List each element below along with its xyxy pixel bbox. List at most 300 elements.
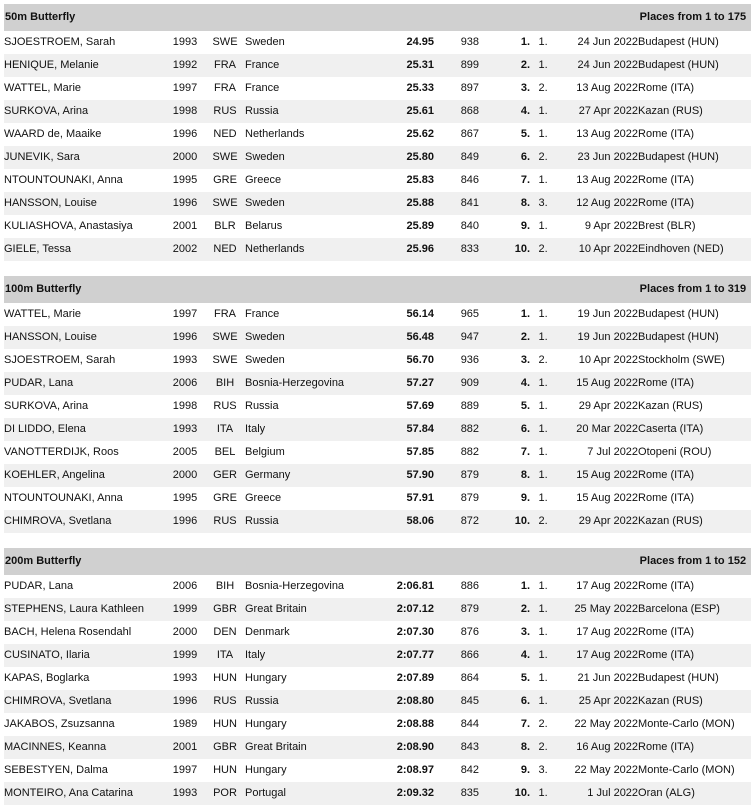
fina-points: 965: [434, 303, 479, 326]
fina-points: 872: [434, 510, 479, 533]
round-place: 2.: [530, 736, 556, 759]
athlete-name[interactable]: PUDAR, Lana: [4, 575, 165, 598]
round-place: 1.: [530, 487, 556, 510]
nation-code: GRE: [205, 169, 245, 192]
birth-year: 1996: [165, 690, 205, 713]
fina-points: 879: [434, 464, 479, 487]
meet-city[interactable]: Rome (ITA): [638, 487, 751, 510]
round-place: 1.: [530, 575, 556, 598]
birth-year: 2006: [165, 575, 205, 598]
country-name: Great Britain: [245, 598, 367, 621]
athlete-name[interactable]: SURKOVA, Arina: [4, 100, 165, 123]
athlete-name[interactable]: VANOTTERDIJK, Roos: [4, 441, 165, 464]
country-name: Netherlands: [245, 123, 367, 146]
birth-year: 1993: [165, 31, 205, 54]
fina-points: 876: [434, 621, 479, 644]
fina-points: 899: [434, 54, 479, 77]
fina-points: 938: [434, 31, 479, 54]
athlete-name[interactable]: JAKABOS, Zsuzsanna: [4, 713, 165, 736]
swim-date: 1 Jul 2022: [556, 782, 638, 805]
fina-points: 879: [434, 487, 479, 510]
athlete-name[interactable]: SEBESTYEN, Dalma: [4, 759, 165, 782]
rank-place: 1.: [479, 31, 530, 54]
swim-time: 2:08.90: [367, 736, 434, 759]
birth-year: 1995: [165, 169, 205, 192]
swim-time: 24.95: [367, 31, 434, 54]
event-header: [4, 276, 751, 303]
swim-time: 57.84: [367, 418, 434, 441]
swim-time: 2:08.88: [367, 713, 434, 736]
swim-date: 12 Aug 2022: [556, 192, 638, 215]
fina-points: 833: [434, 238, 479, 261]
round-place: 1.: [530, 372, 556, 395]
birth-year: 1996: [165, 510, 205, 533]
country-name: Russia: [245, 100, 367, 123]
ranking-row: [4, 464, 751, 487]
meet-city[interactable]: Budapest (HUN): [638, 303, 751, 326]
swim-date: 16 Aug 2022: [556, 736, 638, 759]
athlete-name[interactable]: CHIMROVA, Svetlana: [4, 510, 165, 533]
swim-time: 25.88: [367, 192, 434, 215]
swim-time: 57.85: [367, 441, 434, 464]
country-name: Greece: [245, 169, 367, 192]
rank-place: 10.: [479, 782, 530, 805]
country-name: Russia: [245, 690, 367, 713]
nation-code: GBR: [205, 598, 245, 621]
swim-date: 17 Aug 2022: [556, 644, 638, 667]
ranking-row: [4, 326, 751, 349]
meet-city[interactable]: Rome (ITA): [638, 192, 751, 215]
event-title: 100m Butterfly: [4, 276, 367, 303]
athlete-name[interactable]: WATTEL, Marie: [4, 77, 165, 100]
athlete-name[interactable]: CHIMROVA, Svetlana: [4, 690, 165, 713]
meet-city[interactable]: Caserta (ITA): [638, 418, 751, 441]
country-name: Sweden: [245, 349, 367, 372]
athlete-name[interactable]: GIELE, Tessa: [4, 238, 165, 261]
swim-time: 56.48: [367, 326, 434, 349]
country-name: Italy: [245, 644, 367, 667]
swim-time: 58.06: [367, 510, 434, 533]
ranking-row: [4, 77, 751, 100]
meet-city[interactable]: Rome (ITA): [638, 464, 751, 487]
rank-place: 3.: [479, 621, 530, 644]
athlete-name[interactable]: STEPHENS, Laura Kathleen: [4, 598, 165, 621]
country-name: Hungary: [245, 713, 367, 736]
swim-date: 13 Aug 2022: [556, 77, 638, 100]
round-place: 2.: [530, 238, 556, 261]
nation-code: RUS: [205, 100, 245, 123]
round-place: 2.: [530, 510, 556, 533]
spacer-cell: [4, 261, 751, 276]
rankings-table: [4, 4, 751, 805]
country-name: Bosnia-Herzegovina: [245, 372, 367, 395]
swim-time: 2:07.30: [367, 621, 434, 644]
round-place: 1.: [530, 123, 556, 146]
athlete-name[interactable]: CUSINATO, Ilaria: [4, 644, 165, 667]
swim-date: 22 May 2022: [556, 759, 638, 782]
nation-code: BIH: [205, 372, 245, 395]
nation-code: GER: [205, 464, 245, 487]
ranking-row: [4, 215, 751, 238]
round-place: 1.: [530, 464, 556, 487]
ranking-row: [4, 238, 751, 261]
nation-code: RUS: [205, 510, 245, 533]
swim-time: 25.33: [367, 77, 434, 100]
round-place: 1.: [530, 31, 556, 54]
meet-city[interactable]: Budapest (HUN): [638, 31, 751, 54]
round-place: 2.: [530, 349, 556, 372]
country-name: France: [245, 54, 367, 77]
rank-place: 7.: [479, 441, 530, 464]
athlete-name[interactable]: PUDAR, Lana: [4, 372, 165, 395]
fina-points: 845: [434, 690, 479, 713]
swim-date: 15 Aug 2022: [556, 487, 638, 510]
meet-city[interactable]: Rome (ITA): [638, 372, 751, 395]
fina-points: 835: [434, 782, 479, 805]
ranking-row: [4, 100, 751, 123]
swim-date: 17 Aug 2022: [556, 575, 638, 598]
swim-date: 29 Apr 2022: [556, 395, 638, 418]
nation-code: HUN: [205, 713, 245, 736]
swim-date: 22 May 2022: [556, 713, 638, 736]
rank-place: 7.: [479, 169, 530, 192]
swim-date: 13 Aug 2022: [556, 169, 638, 192]
nation-code: DEN: [205, 621, 245, 644]
birth-year: 1993: [165, 667, 205, 690]
athlete-name[interactable]: WAARD de, Maaike: [4, 123, 165, 146]
athlete-name[interactable]: HENIQUE, Melanie: [4, 54, 165, 77]
meet-city[interactable]: Kazan (RUS): [638, 100, 751, 123]
swim-date: 10 Apr 2022: [556, 238, 638, 261]
round-place: 1.: [530, 782, 556, 805]
birth-year: 1993: [165, 349, 205, 372]
meet-city[interactable]: Otopeni (ROU): [638, 441, 751, 464]
country-name: Bosnia-Herzegovina: [245, 575, 367, 598]
birth-year: 2001: [165, 736, 205, 759]
nation-code: FRA: [205, 303, 245, 326]
swim-time: 57.27: [367, 372, 434, 395]
places-range[interactable]: Places from 1 to 175: [367, 4, 751, 31]
swim-time: 25.89: [367, 215, 434, 238]
rank-place: 6.: [479, 146, 530, 169]
ranking-row: [4, 123, 751, 146]
rank-place: 9.: [479, 215, 530, 238]
nation-code: BIH: [205, 575, 245, 598]
meet-city[interactable]: Stockholm (SWE): [638, 349, 751, 372]
meet-city[interactable]: Rome (ITA): [638, 736, 751, 759]
swim-time: 2:09.32: [367, 782, 434, 805]
fina-points: 897: [434, 77, 479, 100]
nation-code: RUS: [205, 690, 245, 713]
meet-city[interactable]: Rome (ITA): [638, 644, 751, 667]
athlete-name[interactable]: NTOUNTOUNAKI, Anna: [4, 169, 165, 192]
birth-year: 1993: [165, 418, 205, 441]
meet-city[interactable]: Budapest (HUN): [638, 54, 751, 77]
country-name: Germany: [245, 464, 367, 487]
rank-place: 8.: [479, 464, 530, 487]
swim-time: 56.14: [367, 303, 434, 326]
ranking-row: [4, 510, 751, 533]
swim-date: 13 Aug 2022: [556, 123, 638, 146]
swim-date: 24 Jun 2022: [556, 54, 638, 77]
fina-points: 840: [434, 215, 479, 238]
country-name: France: [245, 77, 367, 100]
ranking-row: [4, 146, 751, 169]
meet-city[interactable]: Brest (BLR): [638, 215, 751, 238]
ranking-row: [4, 644, 751, 667]
fina-points: 909: [434, 372, 479, 395]
fina-points: 886: [434, 575, 479, 598]
swim-date: 25 May 2022: [556, 598, 638, 621]
meet-city[interactable]: Eindhoven (NED): [638, 238, 751, 261]
round-place: 1.: [530, 169, 556, 192]
swim-date: 29 Apr 2022: [556, 510, 638, 533]
swim-time: 25.31: [367, 54, 434, 77]
fina-points: 841: [434, 192, 479, 215]
rank-place: 6.: [479, 418, 530, 441]
fina-points: 864: [434, 667, 479, 690]
rank-place: 7.: [479, 713, 530, 736]
event-title: 50m Butterfly: [4, 4, 367, 31]
swim-date: 10 Apr 2022: [556, 349, 638, 372]
fina-points: 846: [434, 169, 479, 192]
swim-date: 27 Apr 2022: [556, 100, 638, 123]
rank-place: 2.: [479, 54, 530, 77]
ranking-row: [4, 169, 751, 192]
rank-place: 1.: [479, 303, 530, 326]
rank-place: 2.: [479, 326, 530, 349]
meet-city[interactable]: Kazan (RUS): [638, 510, 751, 533]
meet-city[interactable]: Budapest (HUN): [638, 326, 751, 349]
country-name: Belgium: [245, 441, 367, 464]
athlete-name[interactable]: SURKOVA, Arina: [4, 395, 165, 418]
birth-year: 1995: [165, 487, 205, 510]
round-place: 1.: [530, 441, 556, 464]
ranking-row: [4, 736, 751, 759]
swim-time: 57.91: [367, 487, 434, 510]
birth-year: 1999: [165, 598, 205, 621]
birth-year: 1998: [165, 100, 205, 123]
round-place: 1.: [530, 690, 556, 713]
rank-place: 5.: [479, 123, 530, 146]
birth-year: 1998: [165, 395, 205, 418]
nation-code: NED: [205, 123, 245, 146]
meet-city[interactable]: Budapest (HUN): [638, 146, 751, 169]
athlete-name[interactable]: MONTEIRO, Ana Catarina: [4, 782, 165, 805]
rank-place: 1.: [479, 575, 530, 598]
places-range[interactable]: Places from 1 to 319: [367, 276, 751, 303]
swim-time: 2:08.97: [367, 759, 434, 782]
rank-place: 3.: [479, 77, 530, 100]
round-place: 1.: [530, 303, 556, 326]
places-range[interactable]: Places from 1 to 152: [367, 548, 751, 575]
round-place: 1.: [530, 54, 556, 77]
fina-points: 936: [434, 349, 479, 372]
athlete-name[interactable]: HANSSON, Louise: [4, 192, 165, 215]
section-spacer: [4, 533, 751, 548]
birth-year: 1999: [165, 644, 205, 667]
nation-code: POR: [205, 782, 245, 805]
country-name: Denmark: [245, 621, 367, 644]
swim-time: 57.90: [367, 464, 434, 487]
birth-year: 1997: [165, 77, 205, 100]
meet-city[interactable]: Rome (ITA): [638, 123, 751, 146]
nation-code: HUN: [205, 667, 245, 690]
rank-place: 4.: [479, 372, 530, 395]
athlete-name[interactable]: MACINNES, Keanna: [4, 736, 165, 759]
nation-code: RUS: [205, 395, 245, 418]
fina-points: 882: [434, 441, 479, 464]
birth-year: 1996: [165, 123, 205, 146]
swim-date: 7 Jul 2022: [556, 441, 638, 464]
birth-year: 2000: [165, 621, 205, 644]
rank-place: 5.: [479, 667, 530, 690]
country-name: Hungary: [245, 759, 367, 782]
birth-year: 2006: [165, 372, 205, 395]
swim-time: 25.83: [367, 169, 434, 192]
ranking-row: [4, 690, 751, 713]
athlete-name[interactable]: JUNEVIK, Sara: [4, 146, 165, 169]
meet-city[interactable]: Barcelona (ESP): [638, 598, 751, 621]
event-header: [4, 4, 751, 31]
swim-date: 17 Aug 2022: [556, 621, 638, 644]
round-place: 2.: [530, 77, 556, 100]
birth-year: 1993: [165, 782, 205, 805]
round-place: 1.: [530, 667, 556, 690]
country-name: Italy: [245, 418, 367, 441]
athlete-name[interactable]: WATTEL, Marie: [4, 303, 165, 326]
meet-city[interactable]: Rome (ITA): [638, 621, 751, 644]
round-place: 1.: [530, 621, 556, 644]
athlete-name[interactable]: KOEHLER, Angelina: [4, 464, 165, 487]
swim-date: 9 Apr 2022: [556, 215, 638, 238]
swim-date: 15 Aug 2022: [556, 372, 638, 395]
round-place: 1.: [530, 100, 556, 123]
rank-place: 10.: [479, 238, 530, 261]
rank-place: 4.: [479, 100, 530, 123]
rank-place: 5.: [479, 395, 530, 418]
birth-year: 2000: [165, 464, 205, 487]
meet-city[interactable]: Budapest (HUN): [638, 667, 751, 690]
birth-year: 1997: [165, 303, 205, 326]
athlete-name[interactable]: KULIASHOVA, Anastasiya: [4, 215, 165, 238]
country-name: Netherlands: [245, 238, 367, 261]
country-name: France: [245, 303, 367, 326]
ranking-row: [4, 192, 751, 215]
country-name: Sweden: [245, 192, 367, 215]
meet-city[interactable]: Monte-Carlo (MON): [638, 713, 751, 736]
round-place: 3.: [530, 759, 556, 782]
ranking-row: [4, 487, 751, 510]
athlete-name[interactable]: HANSSON, Louise: [4, 326, 165, 349]
athlete-name[interactable]: DI LIDDO, Elena: [4, 418, 165, 441]
ranking-row: [4, 395, 751, 418]
rank-place: 9.: [479, 487, 530, 510]
rank-place: 4.: [479, 644, 530, 667]
ranking-row: [4, 759, 751, 782]
meet-city[interactable]: Rome (ITA): [638, 575, 751, 598]
meet-city[interactable]: Rome (ITA): [638, 169, 751, 192]
country-name: Russia: [245, 510, 367, 533]
rank-place: 8.: [479, 192, 530, 215]
birth-year: 1992: [165, 54, 205, 77]
nation-code: SWE: [205, 349, 245, 372]
round-place: 1.: [530, 326, 556, 349]
rank-place: 10.: [479, 510, 530, 533]
birth-year: 1996: [165, 326, 205, 349]
swim-time: 25.96: [367, 238, 434, 261]
meet-city[interactable]: Kazan (RUS): [638, 690, 751, 713]
event-header: [4, 548, 751, 575]
nation-code: SWE: [205, 326, 245, 349]
country-name: Sweden: [245, 326, 367, 349]
country-name: Great Britain: [245, 736, 367, 759]
fina-points: 947: [434, 326, 479, 349]
fina-points: 849: [434, 146, 479, 169]
round-place: 1.: [530, 418, 556, 441]
round-place: 2.: [530, 713, 556, 736]
nation-code: ITA: [205, 418, 245, 441]
meet-city[interactable]: Rome (ITA): [638, 77, 751, 100]
athlete-name[interactable]: SJOESTROEM, Sarah: [4, 349, 165, 372]
ranking-row: [4, 667, 751, 690]
rank-place: 8.: [479, 736, 530, 759]
fina-points: 867: [434, 123, 479, 146]
fina-points: 843: [434, 736, 479, 759]
athlete-name[interactable]: BACH, Helena Rosendahl: [4, 621, 165, 644]
round-place: 2.: [530, 146, 556, 169]
nation-code: BLR: [205, 215, 245, 238]
spacer-cell: [4, 533, 751, 548]
ranking-row: [4, 598, 751, 621]
nation-code: GBR: [205, 736, 245, 759]
fina-points: 879: [434, 598, 479, 621]
ranking-row: [4, 303, 751, 326]
fina-points: 889: [434, 395, 479, 418]
nation-code: FRA: [205, 54, 245, 77]
fina-points: 842: [434, 759, 479, 782]
birth-year: 1997: [165, 759, 205, 782]
athlete-name[interactable]: NTOUNTOUNAKI, Anna: [4, 487, 165, 510]
swim-time: 25.61: [367, 100, 434, 123]
ranking-row: [4, 713, 751, 736]
athlete-name[interactable]: SJOESTROEM, Sarah: [4, 31, 165, 54]
swim-time: 2:08.80: [367, 690, 434, 713]
swim-date: 21 Jun 2022: [556, 667, 638, 690]
meet-city[interactable]: Oran (ALG): [638, 782, 751, 805]
meet-city[interactable]: Monte-Carlo (MON): [638, 759, 751, 782]
round-place: 1.: [530, 215, 556, 238]
nation-code: ITA: [205, 644, 245, 667]
meet-city[interactable]: Kazan (RUS): [638, 395, 751, 418]
athlete-name[interactable]: KAPAS, Boglarka: [4, 667, 165, 690]
swim-date: 20 Mar 2022: [556, 418, 638, 441]
birth-year: 2002: [165, 238, 205, 261]
round-place: 1.: [530, 395, 556, 418]
swim-date: 23 Jun 2022: [556, 146, 638, 169]
section-spacer: [4, 261, 751, 276]
fina-points: 882: [434, 418, 479, 441]
swim-time: 56.70: [367, 349, 434, 372]
swim-time: 57.69: [367, 395, 434, 418]
swim-time: 2:07.77: [367, 644, 434, 667]
event-title: 200m Butterfly: [4, 548, 367, 575]
country-name: Belarus: [245, 215, 367, 238]
round-place: 1.: [530, 644, 556, 667]
round-place: 3.: [530, 192, 556, 215]
swim-date: 25 Apr 2022: [556, 690, 638, 713]
swim-time: 2:07.89: [367, 667, 434, 690]
